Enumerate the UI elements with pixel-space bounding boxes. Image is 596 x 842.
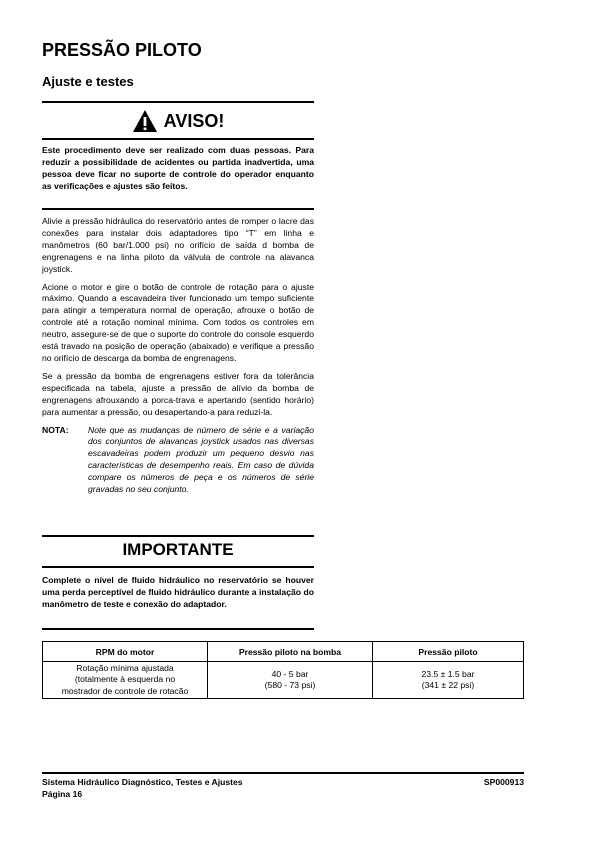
section-subtitle: Ajuste e testes: [42, 74, 134, 89]
warning-triangle-icon: [132, 109, 158, 133]
note-block: [42, 425, 314, 496]
warning-body: [42, 145, 314, 193]
note-text: Note que as mudanças de número de série e a variação dos conjuntos de alavancas joystick usados nas diversas escavadeiras podem produzir um pequeno desvio nas características de desempenho reais. Em caso de dúvida compare os números de peça e os números de série gravadas no seu conjunto.: [88, 424, 314, 495]
table-cell-pilot-pressure: [373, 662, 524, 699]
paragraph: Se a pressão da bomba de engrenagens estiver fora da tolerância especificada na tabela, ajuste a pressão de alívio da bomba de engrenagens afrouxando a porca-trava e apertando (sentido horário) para aumentar a pressão, ou desapertando-a para reduzi-la.: [42, 370, 314, 417]
table-cell-pump-pressure: [208, 662, 373, 699]
page-title: PRESSÃO PILOTO: [42, 40, 202, 60]
important-mid-rule: [42, 566, 314, 568]
important-bottom-rule: [42, 628, 314, 630]
footer-rule: [42, 772, 524, 774]
body-text: [42, 216, 314, 496]
warning-header: [42, 106, 314, 136]
footer-document-title: Sistema Hidráulico Diagnóstico, Testes e Ajustes: [42, 777, 243, 787]
pressure-spec-table: [42, 641, 524, 699]
table-row: [43, 662, 524, 699]
important-top-rule: [42, 535, 314, 537]
warning-text: Este procedimento deve ser realizado com duas pessoas. Para reduzir a possibilidade de acidentes ou partida inadvertida, uma pessoa deve ficar no suporte de controle do operador enquanto as verificações e ajustes são feitos.: [42, 145, 314, 191]
table-cell-rpm: [43, 662, 208, 699]
table-header-row: [43, 642, 524, 662]
important-body: [42, 575, 314, 611]
column-header: Pressão piloto na bomba: [208, 642, 373, 662]
footer-document-code: SP000913: [483, 777, 524, 787]
paragraph: Acione o motor e gire o botão de controle de rotação para o ajuste máximo. Quando a escavadeira tiver funcionado um tempo suficiente para atingir a temperatura normal de operação, afrouxe o botão de controle até a rotação nominal mínima. Com todos os controles em neutro, assegure-se de que o suporte do controle do console esquerdo está travado na posição de operação (abaixado) e verifique a pressão no orifício de descarga da bomba de engrenagens.: [42, 281, 314, 363]
footer-left: [42, 777, 243, 800]
warning-bottom-rule: [42, 208, 314, 210]
cell-line: Rotação mínima ajustada: [76, 662, 174, 673]
cell-line: 40 - 5 bar: [271, 668, 309, 679]
cell-line: (totalmente à esquerda no: [74, 674, 176, 685]
cell-line: (341 ± 22 psi): [421, 680, 475, 690]
footer-page-number: Página 16: [42, 788, 83, 799]
cell-line: mostrador de controle de rotacão: [61, 685, 189, 696]
warning-heading: AVISO!: [163, 110, 225, 131]
cell-line: (580 - 73 psi): [264, 680, 316, 690]
cell-line: 23.5 ± 1.5 bar: [421, 668, 475, 679]
note-label: NOTA:: [42, 424, 69, 435]
column-header: RPM do motor: [43, 642, 208, 662]
warning-mid-rule: [42, 138, 314, 140]
important-text: Complete o nível de fluido hidráulico no reservatório se houver uma perda perceptível de fluido hidráulico durante a instalação do manômetro de teste e conexão do adaptador.: [42, 575, 314, 609]
important-heading: IMPORTANTE: [122, 540, 234, 559]
paragraph: Alivie a pressão hidráulica do reservatório antes de romper o lacre das conexões para instalar dois adaptadores tipo “T” em linha e manômetros (60 bar/1.000 psi) no orifício de saída d bomba de engrenagens e na linha piloto da válvula de controle na alavanca joystick.: [42, 216, 314, 274]
column-header: Pressão piloto: [373, 642, 524, 662]
warning-top-rule: [42, 101, 314, 103]
